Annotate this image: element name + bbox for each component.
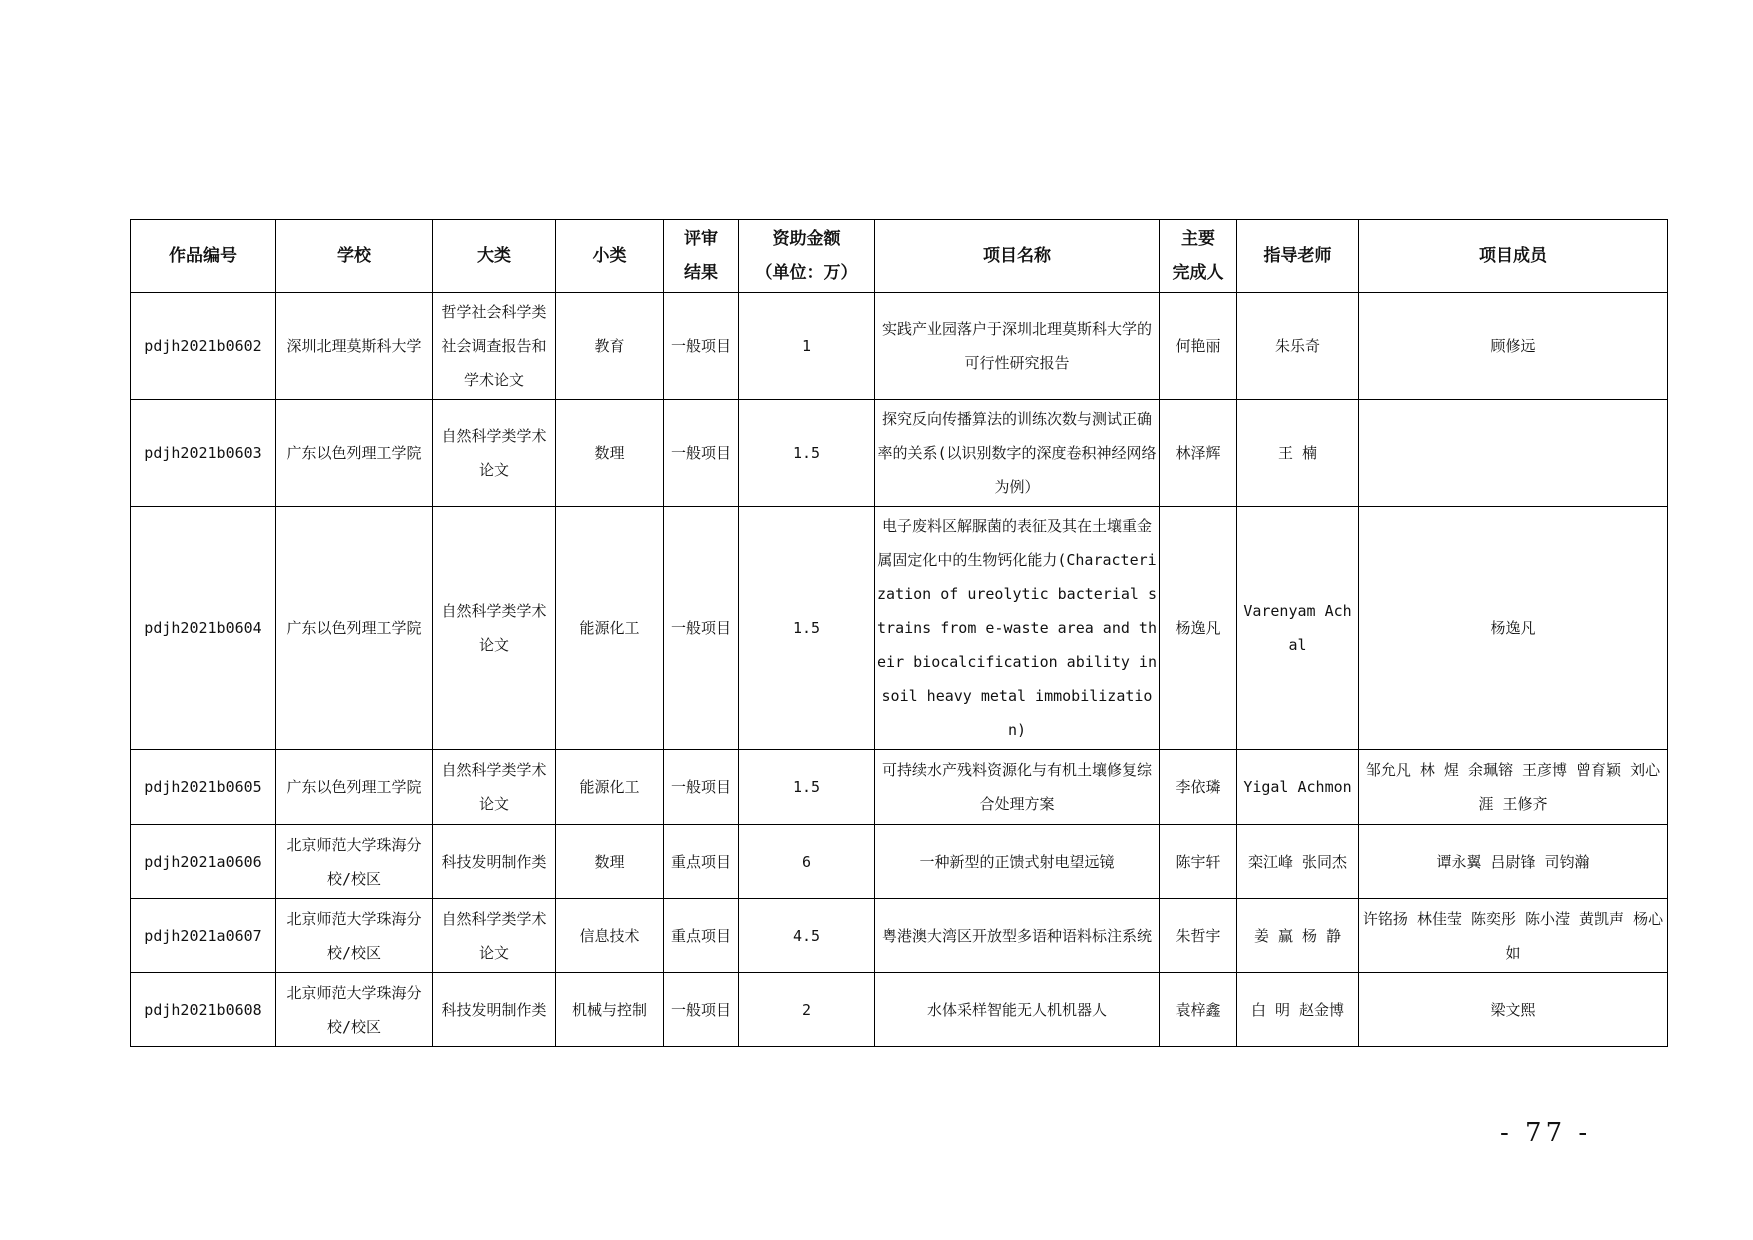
cell-members: 谭永翼 吕尉锋 司钧瀚 <box>1359 825 1668 899</box>
cell-result: 重点项目 <box>664 899 739 973</box>
cell-members: 邹允凡 林 煋 余珮镕 王彦博 曾育颖 刘心涯 王修齐 <box>1359 750 1668 825</box>
header-leader-line1: 主要 <box>1181 229 1215 249</box>
cell-category: 自然科学类学术论文 <box>433 400 556 507</box>
cell-subcategory: 信息技术 <box>556 899 664 973</box>
cell-project-name: 一种新型的正馈式射电望远镜 <box>875 825 1160 899</box>
cell-school: 北京师范大学珠海分校/校区 <box>276 825 433 899</box>
cell-project-name: 可持续水产残料资源化与有机土壤修复综合处理方案 <box>875 750 1160 825</box>
header-advisor: 指导老师 <box>1237 220 1359 293</box>
cell-funding: 4.5 <box>739 899 875 973</box>
cell-subcategory: 机械与控制 <box>556 973 664 1047</box>
cell-category: 自然科学类学术论文 <box>433 507 556 750</box>
header-row <box>131 220 1668 293</box>
cell-leader: 袁梓鑫 <box>1160 973 1237 1047</box>
cell-advisor: 朱乐奇 <box>1237 293 1359 400</box>
cell-funding: 6 <box>739 825 875 899</box>
cell-leader: 陈宇轩 <box>1160 825 1237 899</box>
table-body <box>131 293 1668 1047</box>
cell-category: 自然科学类学术论文 <box>433 899 556 973</box>
header-funding-line1: 资助金额 <box>772 229 841 249</box>
cell-project-name: 实践产业园落户于深圳北理莫斯科大学的可行性研究报告 <box>875 293 1160 400</box>
header-leader <box>1160 220 1237 293</box>
header-id: 作品编号 <box>131 220 276 293</box>
cell-school: 北京师范大学珠海分校/校区 <box>276 973 433 1047</box>
cell-members: 杨逸凡 <box>1359 507 1668 750</box>
header-result-line1: 评审 <box>684 229 718 249</box>
cell-category: 科技发明制作类 <box>433 973 556 1047</box>
cell-school: 北京师范大学珠海分校/校区 <box>276 899 433 973</box>
header-project-name: 项目名称 <box>875 220 1160 293</box>
cell-subcategory: 数理 <box>556 825 664 899</box>
cell-subcategory: 能源化工 <box>556 750 664 825</box>
table-row <box>131 507 1668 750</box>
cell-id: pdjh2021a0607 <box>131 899 276 973</box>
header-school: 学校 <box>276 220 433 293</box>
cell-members <box>1359 400 1668 507</box>
cell-result: 一般项目 <box>664 400 739 507</box>
cell-funding: 1.5 <box>739 400 875 507</box>
cell-subcategory: 数理 <box>556 400 664 507</box>
cell-category: 自然科学类学术论文 <box>433 750 556 825</box>
cell-id: pdjh2021a0606 <box>131 825 276 899</box>
table-row <box>131 293 1668 400</box>
cell-members: 梁文熙 <box>1359 973 1668 1047</box>
table-header <box>131 220 1668 293</box>
header-result <box>664 220 739 293</box>
header-result-line2: 结果 <box>684 263 718 283</box>
table-row <box>131 750 1668 825</box>
header-category: 大类 <box>433 220 556 293</box>
cell-leader: 何艳丽 <box>1160 293 1237 400</box>
cell-result: 一般项目 <box>664 973 739 1047</box>
table-row <box>131 899 1668 973</box>
cell-category: 哲学社会科学类社会调查报告和学术论文 <box>433 293 556 400</box>
cell-members: 顾修远 <box>1359 293 1668 400</box>
cell-project-name: 水体采样智能无人机机器人 <box>875 973 1160 1047</box>
cell-id: pdjh2021b0604 <box>131 507 276 750</box>
cell-funding: 1.5 <box>739 750 875 825</box>
cell-project-name: 探究反向传播算法的训练次数与测试正确率的关系(以识别数字的深度卷积神经网络为例） <box>875 400 1160 507</box>
cell-funding: 1.5 <box>739 507 875 750</box>
cell-advisor: 王 楠 <box>1237 400 1359 507</box>
cell-category: 科技发明制作类 <box>433 825 556 899</box>
cell-leader: 杨逸凡 <box>1160 507 1237 750</box>
cell-id: pdjh2021b0605 <box>131 750 276 825</box>
cell-leader: 朱哲宇 <box>1160 899 1237 973</box>
cell-advisor: 姜 赢 杨 静 <box>1237 899 1359 973</box>
cell-subcategory: 能源化工 <box>556 507 664 750</box>
cell-project-name: 电子废料区解脲菌的表征及其在土壤重金属固定化中的生物钙化能力(Characterization of ureolytic bacterial strains from e-waste area and their biocalcification ability in soil heavy metal immobilization) <box>875 507 1160 750</box>
header-members: 项目成员 <box>1359 220 1668 293</box>
header-subcategory: 小类 <box>556 220 664 293</box>
cell-project-name: 粤港澳大湾区开放型多语种语料标注系统 <box>875 899 1160 973</box>
cell-funding: 1 <box>739 293 875 400</box>
header-funding-line2: （单位：万） <box>755 263 858 283</box>
cell-result: 一般项目 <box>664 507 739 750</box>
page-number: - 77 - <box>1500 1118 1592 1148</box>
cell-school: 广东以色列理工学院 <box>276 750 433 825</box>
cell-school: 广东以色列理工学院 <box>276 400 433 507</box>
header-leader-line2: 完成人 <box>1172 263 1224 283</box>
project-table <box>130 219 1668 1047</box>
cell-school: 广东以色列理工学院 <box>276 507 433 750</box>
cell-members: 许铭扬 林佳莹 陈奕彤 陈小滢 黄凯声 杨心如 <box>1359 899 1668 973</box>
cell-leader: 李依璘 <box>1160 750 1237 825</box>
table-row <box>131 825 1668 899</box>
cell-advisor: Varenyam Achal <box>1237 507 1359 750</box>
cell-id: pdjh2021b0608 <box>131 973 276 1047</box>
cell-advisor: 白 明 赵金博 <box>1237 973 1359 1047</box>
cell-funding: 2 <box>739 973 875 1047</box>
cell-subcategory: 教育 <box>556 293 664 400</box>
cell-leader: 林泽辉 <box>1160 400 1237 507</box>
cell-result: 一般项目 <box>664 293 739 400</box>
cell-id: pdjh2021b0602 <box>131 293 276 400</box>
cell-school: 深圳北理莫斯科大学 <box>276 293 433 400</box>
cell-id: pdjh2021b0603 <box>131 400 276 507</box>
cell-result: 一般项目 <box>664 750 739 825</box>
table-row <box>131 973 1668 1047</box>
cell-result: 重点项目 <box>664 825 739 899</box>
header-funding <box>739 220 875 293</box>
cell-advisor: 栾江峰 张同杰 <box>1237 825 1359 899</box>
table-row <box>131 400 1668 507</box>
cell-advisor: Yigal Achmon <box>1237 750 1359 825</box>
